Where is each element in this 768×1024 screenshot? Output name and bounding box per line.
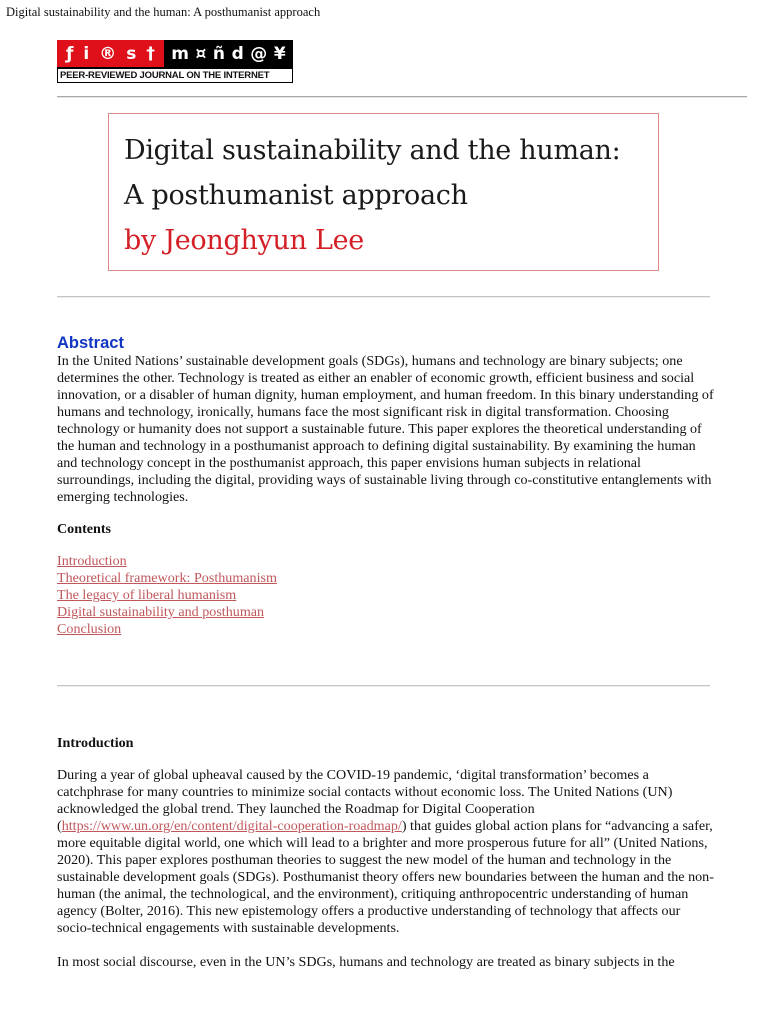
logo-glyph: ® xyxy=(99,43,117,64)
paragraph-text: ) that guides global action plans for “advancing a safer, more equitable digital world, one which will lead to a brighter and more prosperous future for all” (United Nations, 2020). This paper explores posthuman theories to suggest the new model of the human and technology in the sustainable development goals (SDGs). Posthumanist theory offers new boundaries between the human and the non-human (the animal, the technological, and the environment), critiquing anthropocentric understanding of human agency (Bolter, 2016). This new epistemology offers a productive understanding of technology that affects our socio-technical engagements with sustainable developments. xyxy=(57,818,714,936)
logo-black-block xyxy=(164,40,293,67)
logo-glyph: † xyxy=(146,43,155,64)
toc-item xyxy=(57,570,277,587)
toc-link-introduction[interactable]: Introduction xyxy=(57,553,127,569)
paragraph-text: During a year of global upheaval caused by the COVID-19 pandemic, ‘digital transformation’ becomes a catchphrase for many countries to minimize social contacts without economic loss. The United Nations (UN) acknowledged the global trend. They launched the Roadmap for Digital Cooperation ( xyxy=(57,767,673,834)
page-header-title: Digital sustainability and the human: A posthumanist approach xyxy=(6,5,321,19)
toc-link-theoretical-framework[interactable]: Theoretical framework: Posthumanism xyxy=(57,570,277,586)
toc-link-conclusion[interactable]: Conclusion xyxy=(57,621,122,637)
roadmap-link[interactable]: https://www.un.org/en/content/digital-cooperation-roadmap/ xyxy=(61,818,402,834)
logo-glyph: i xyxy=(83,43,90,64)
logo-glyph: ƒ xyxy=(66,43,74,64)
logo-glyph: m xyxy=(171,43,189,64)
logo-glyph: ¤ xyxy=(195,43,207,64)
contents-heading: Contents xyxy=(57,521,112,537)
article-title-box xyxy=(108,113,659,271)
horizontal-divider xyxy=(57,96,747,98)
horizontal-divider xyxy=(57,296,710,298)
abstract-text: In the United Nations’ sustainable development goals (SDGs), humans and technology are binary subjects; one determines the other. Technology is treated as either an enabler of economic growth, efficient business and social innovation, or a disabler of human dignity, human employment, and human freedom. In this binary understanding of humans and technology, ironically, humans face the most significant risk in digital transformation. Choosing technology or humanity does not support a sustainable future. This paper explores the theoretical understanding of the human and technology in a posthumanist approach to defining digital sustainability. By examining the human and technology concept in the posthumanist approach, this paper envisions human subjects in relational surroundings, including the digital, providing ways of sustainable living through co-constitutive entanglements with emerging technologies. xyxy=(57,353,714,505)
logo-glyph: @ xyxy=(250,43,268,64)
toc-item xyxy=(57,604,277,621)
table-of-contents xyxy=(57,553,277,638)
logo-red-block xyxy=(57,40,164,67)
abstract-heading: Abstract xyxy=(57,334,124,352)
horizontal-divider xyxy=(57,685,710,687)
introduction-paragraph-2: In most social discourse, even in the UN’s SDGs, humans and technology are treated as binary subjects in the xyxy=(57,954,675,970)
logo-tagline: PEER-REVIEWED JOURNAL ON THE INTERNET xyxy=(57,67,293,83)
logo-wordmark xyxy=(57,40,293,67)
toc-item xyxy=(57,587,277,604)
toc-item xyxy=(57,621,277,638)
toc-item xyxy=(57,553,277,570)
toc-link-liberal-humanism[interactable]: The legacy of liberal humanism xyxy=(57,587,237,603)
introduction-paragraph-1 xyxy=(57,767,717,937)
journal-logo[interactable] xyxy=(57,40,293,83)
article-title-line-1: Digital sustainability and the human: xyxy=(124,135,621,166)
introduction-heading: Introduction xyxy=(57,735,134,751)
logo-glyph: ¥ xyxy=(273,43,286,64)
logo-glyph: s xyxy=(126,43,137,64)
article-title-line-2: A posthumanist approach xyxy=(124,180,468,211)
article-author: by Jeonghyun Lee xyxy=(124,225,364,256)
toc-link-digital-sustainability[interactable]: Digital sustainability and posthuman xyxy=(57,604,265,620)
logo-glyph: d xyxy=(231,43,244,64)
logo-glyph: ñ xyxy=(212,43,226,64)
